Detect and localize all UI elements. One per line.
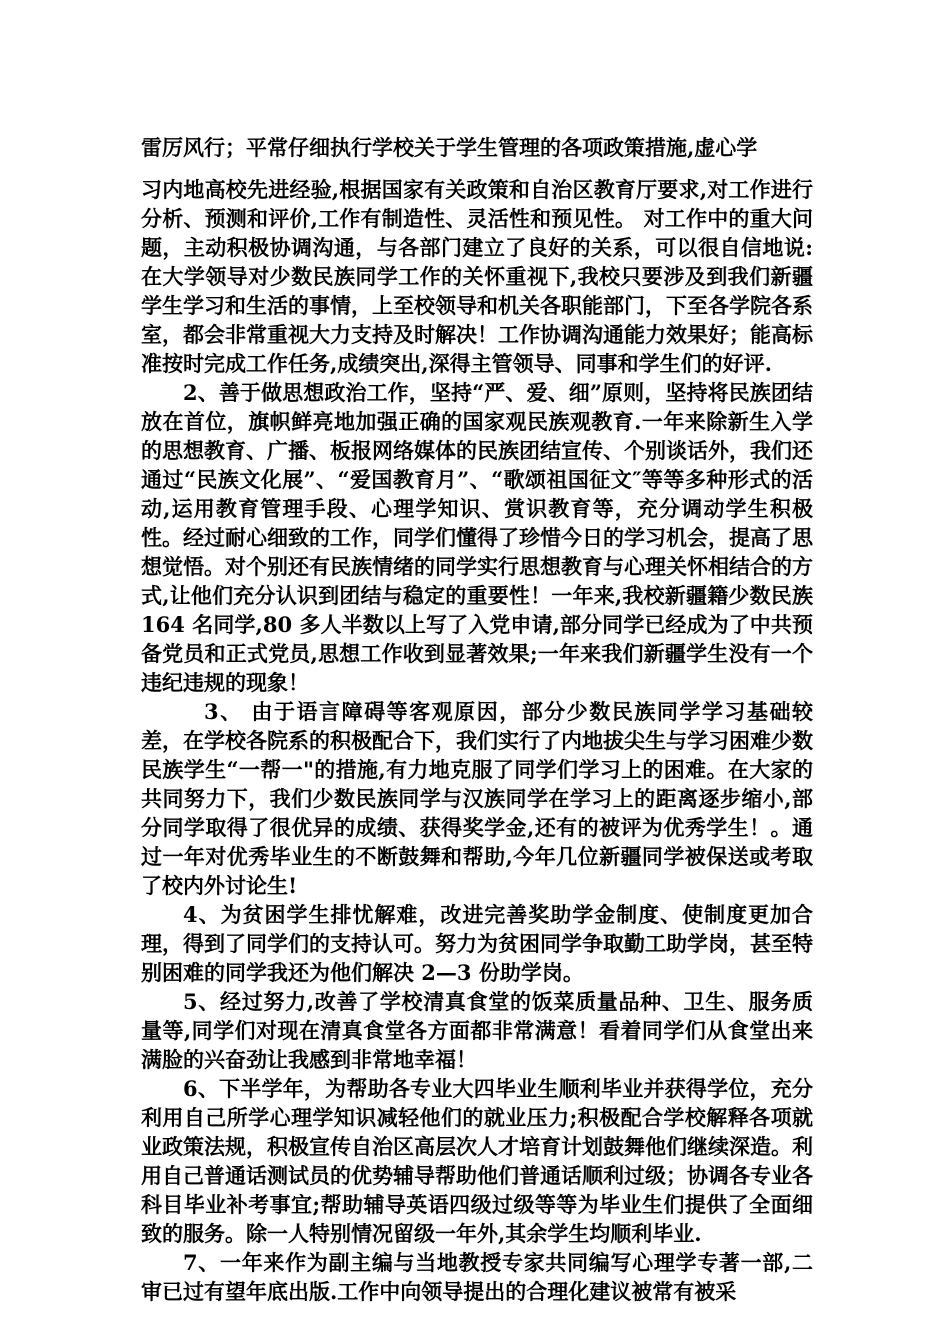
- paragraph-6: 6、下半学年，为帮助各专业大四毕业生顺利毕业并获得学位，充分利用自己所学心理学知识减轻他们的就业压力;积极配合学校解释各项就业政策法规，积极宣传自治区高层次人才培育计划鼓舞他们继续深造。利用自己普通话测试员的优势辅导帮助他们普通话顺利过级；协调各专业各科目毕业补考事宜;帮助辅导英语四级过级等等为毕业生们提供了全面细致的服务。除一人特别情况留级一年外,其余学生均顺利毕业.: [141, 1076, 813, 1246]
- first-line-text: [141, 133, 813, 162]
- paragraph-3: 3、 由于语言障碍等客观原因，部分少数民族同学学习基础较差，在学校各院系的积极配合下，我们实行了内地拔尖生与学习困难少数民族学生“一帮一"的措施,有力地克服了同学们学习上的困难。在大家的共同努力下，我们少数民族同学与汉族同学在学习上的距离逐步缩小,部分同学取得了很优异的成绩、获得奖学金,还有的被评为优秀学生！。通过一年对优秀毕业生的不断鼓舞和帮助,今年几位新疆同学被保送或考取了校内外讨论生!: [141, 699, 813, 898]
- document-body: [141, 175, 813, 1306]
- paragraph-1: 习内地高校先进经验,根据国家有关政策和自治区教育厅要求,对工作进行分析、预测和评价,工作有制造性、灵活性和预见性。 对工作中的重大问题，主动积极协调沟通，与各部门建立了良好的关系，可以很自信地说:在大学领导对少数民族同学工作的关怀重视下,我校只要涉及到我们新疆学生学习和生活的事情，上至校领导和机关各职能部门，下至各学院各系室，都会非常重视大力支持及时解决！工作协调沟通能力效果好；能高标准按时完成工作任务,成绩突出,深得主管领导、同事和学生们的好评.: [141, 177, 813, 376]
- paragraph-7: 7、一年来作为副主编与当地教授专家共同编写心理学专著一部,二审已过有望年底出版.工作中向领导提出的合理化建议被常有被采: [141, 1250, 813, 1304]
- paragraph-continuation-top: 雷厉风行；平常仔细执行学校关于学生管理的各项政策措施,虚心学: [141, 135, 758, 160]
- paragraph-4: 4、为贫困学生排忧解难，改进完善奖助学金制度、使制度更加合理，得到了同学们的支持认可。努力为贫困同学争取勤工助学岗，甚至特别困难的同学我还为他们解决 2—3 份助学岗。: [141, 902, 813, 985]
- paragraph-2: 2、善于做思想政治工作，坚持“严、爱、细”原则，坚持将民族团结放在首位，旗帜鲜亮地加强正确的国家观民族观教育.一年来除新生入学的思想教育、广播、板报网络媒体的民族团结宣传、个别谈话外，我们还通过“民族文化展”、“爱国教育月”、“歌颂祖国征文″等等多种形式的活动,运用教育管理手段、心理学知识、赏识教育等，充分调动学生积极性。经过耐心细致的工作，同学们懂得了珍惜今日的学习机会，提高了思想觉悟。对个别还有民族情绪的同学实行思想教育与心理关怀相结合的方式,让他们充分认识到团结与稳定的重要性！一年来,我校新疆籍少数民族 164 名同学,80 多人半数以上写了入党申请,部分同学已经成为了中共预备党员和正式党员,思想工作收到显著效果;一年来我们新疆学生没有一个违纪违规的现象！: [141, 380, 813, 695]
- paragraph-5: 5、经过努力,改善了学校清真食堂的饭菜质量品种、卫生、服务质量等,同学们对现在清真食堂各方面都非常满意！看着同学们从食堂出来满脸的兴奋劲让我感到非常地幸福！: [141, 989, 813, 1072]
